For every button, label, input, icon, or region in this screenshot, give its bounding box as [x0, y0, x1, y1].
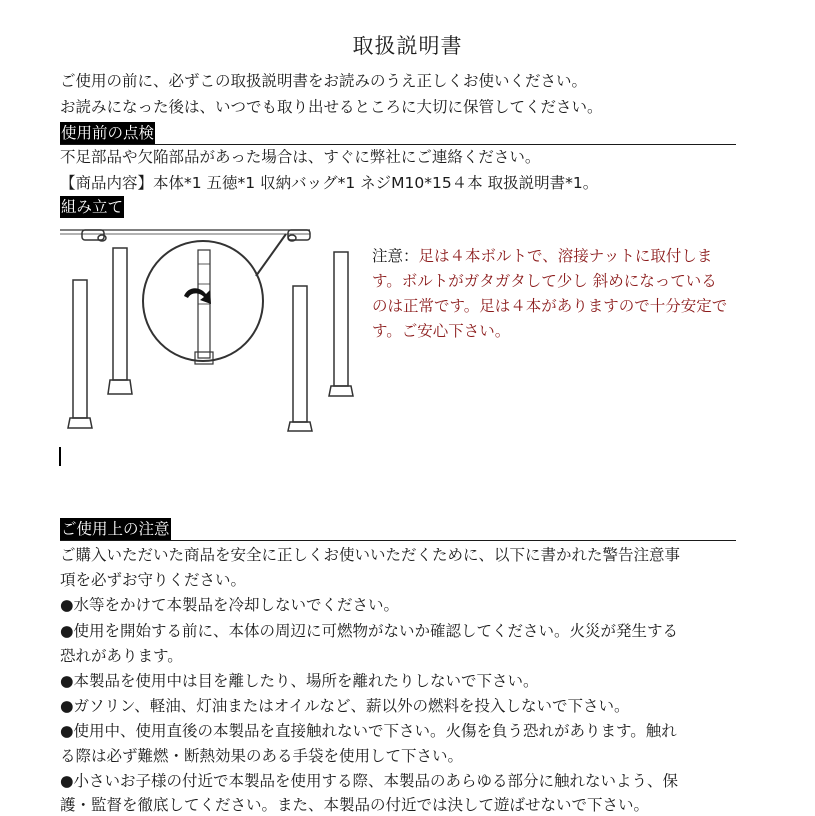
usage-line-3: ●水等をかけて本製品を冷却しないでください。 [60, 596, 400, 614]
usage-line-6: ●本製品を使用中は目を離したり、場所を離れたりしないで下さい。 [60, 672, 539, 690]
assembly-note-text: 足は４本ボルトで、溶接ナットに取付します。ボルトがガタガタして少し 斜めになっているのは正常です。足は４本がありますので十分安定です。ご安心下さい。 [372, 247, 728, 340]
check-line-1: 不足部品や欠陥部品があった場合は、すぐに弊社にご連絡ください。 [60, 148, 541, 166]
check-line-2: 【商品内容】本体*1 五徳*1 収納バッグ*1 ネジM10*15４本 取扱説明書*1。 [60, 174, 599, 192]
section-assembly [60, 196, 736, 218]
document-title: 取扱説明書 [352, 34, 463, 58]
usage-line-11: 護・監督を徹底してください。また、本製品の付近では決して遊ばせないで下さい。 [60, 796, 650, 814]
usage-line-10: ●小さいお子様の付近で本製品を使用する際、本製品のあらゆる部分に触れないよう、保 [60, 772, 679, 790]
usage-line-7: ●ガソリン、軽油、灯油またはオイルなど、薪以外の燃料を投入しないで下さい。 [60, 697, 630, 715]
section-usage [60, 518, 736, 541]
usage-line-8: ●使用中、使用直後の本製品を直接触れないで下さい。火傷を負う恐れがあります。触れ [60, 722, 677, 740]
assembly-note-prefix: 注意： [372, 247, 419, 265]
section-check [60, 122, 736, 145]
assembly-illustration [60, 224, 360, 436]
intro-line-1: ご使用の前に、必ずこの取扱説明書をお読みのうえ正しくお使いください。 [60, 72, 588, 90]
section-check-heading: 使用前の点検 [61, 124, 155, 142]
text-cursor [59, 447, 61, 466]
usage-line-2: 項を必ずお守りください。 [60, 571, 247, 589]
usage-line-1: ご購入いただいた商品を安全に正しくお使いいただくために、以下に書かれた警告注意事 [60, 546, 681, 564]
assembly-note [372, 244, 732, 344]
usage-line-4: ●使用を開始する前に、本体の周辺に可燃物がないか確認してください。火災が発生する [60, 622, 679, 640]
intro-line-2: お読みになった後は、いつでも取り出せるところに大切に保管してください。 [60, 98, 603, 116]
section-assembly-heading: 組み立て [61, 198, 124, 216]
usage-line-9: る際は必ず難燃・断熱効果のある手袋を使用して下さい。 [60, 747, 464, 765]
section-usage-heading: ご使用上の注意 [61, 520, 170, 538]
usage-line-5: 恐れがあります。 [60, 647, 183, 665]
